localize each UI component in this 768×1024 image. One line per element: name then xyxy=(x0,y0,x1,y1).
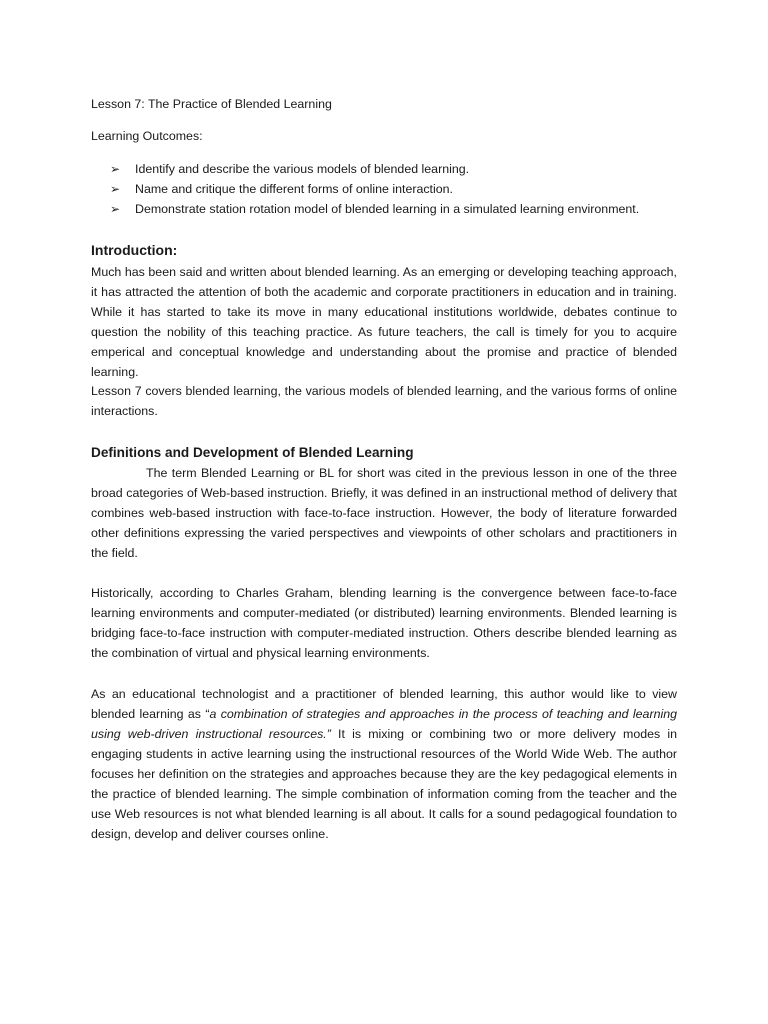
outcome-text: Identify and describe the various models of blended learning. xyxy=(135,162,470,176)
list-item xyxy=(110,199,639,219)
right-arrowhead-icon: ➢ xyxy=(110,202,121,216)
outcome-text: Name and critique the different forms of online interaction. xyxy=(135,182,453,196)
list-item xyxy=(110,159,639,179)
definitions-heading: Definitions and Development of Blended Learning xyxy=(91,445,414,460)
author-view-rest: It is mixing or combining two or more delivery modes in engaging students in active learning using the instructional resources of the World Wide Web. The author focuses her definition on the strategies and approaches because they are the key pedagogical elements in the practice of blended learning. The simple combination of information coming from the teacher and the use Web resources is not what blended learning is all about. It calls for a sound pedagogical foundation to design, develop and deliver courses online. xyxy=(91,727,678,841)
list-item xyxy=(110,179,639,199)
learning-outcomes-label: Learning Outcomes: xyxy=(91,129,203,143)
author-view-paragraph xyxy=(91,684,677,844)
introduction-paragraph: Much has been said and written about blended learning. As an emerging or developing teaching approach, it has attracted the attention of both the academic and corporate practitioners in education and in training. While it has started to take its move in many educational institutions worldwide, debates continue to question the nobility of this teaching practice. As future teachers, the call is timely for you to acquire emperical and conceptual knowledge and understanding about the promise and practice of blended learning. xyxy=(91,265,677,379)
introduction-paragraph-2: Lesson 7 covers blended learning, the various models of blended learning, and the various forms of online interactions. xyxy=(91,384,677,418)
outcome-text: Demonstrate station rotation model of blended learning in a simulated learning environment. xyxy=(135,202,640,216)
right-arrowhead-icon: ➢ xyxy=(110,182,121,196)
definitions-paragraph xyxy=(91,463,677,563)
author-definition-quote: a combination of strategies and approaches in the process of teaching and learning using web-driven instructional resources.” xyxy=(91,707,678,741)
page-title: Lesson 7: The Practice of Blended Learning xyxy=(91,97,332,111)
right-arrowhead-icon: ➢ xyxy=(110,162,121,176)
definitions-paragraph-text: The term Blended Learning or BL for short was cited in the previous lesson in one of the three broad categories of Web-based instruction. Briefly, it was defined in an instructional method of delivery that combines web-based instruction with face-to-face instruction. However, the body of literature forwarded other definitions expressing the varied perspectives and viewpoints of other scholars and practitioners in the field. xyxy=(91,466,677,560)
learning-outcomes-list xyxy=(110,159,639,219)
history-paragraph: Historically, according to Charles Graham, blending learning is the convergence between face-to-face learning environments and computer-mediated (or distributed) learning environments. Blended learning is bridging face-to-face instruction with computer-mediated instruction. Others describe blended learning as the combination of virtual and physical learning environments. xyxy=(91,586,677,660)
introduction-heading: Introduction: xyxy=(91,242,178,258)
author-view-lead: As an educational technologist and a practitioner of blended learning, this author would like to view blended learning as “ xyxy=(91,687,677,721)
